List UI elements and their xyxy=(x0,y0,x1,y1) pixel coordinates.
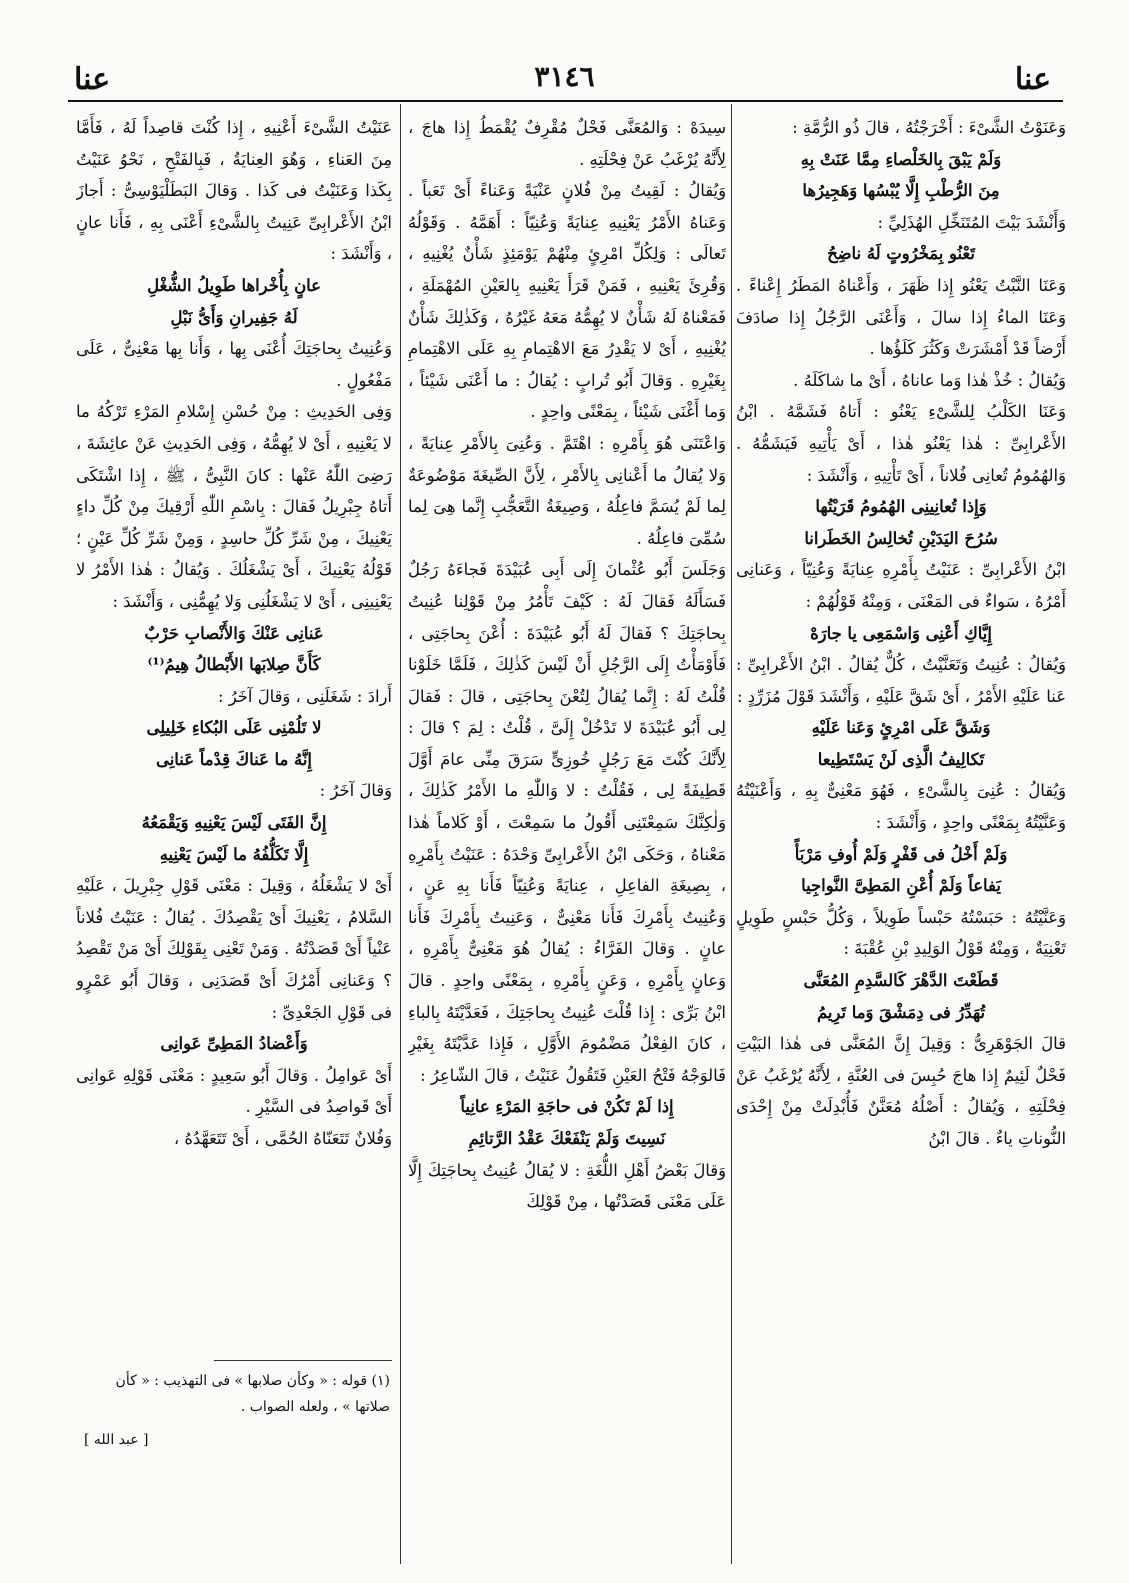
paragraph: وَعُنِيتُ بِحاجَتِكَ أُعْنَى بِها ، وَأَنا بِها مَعْنِىٌّ ، عَلَى مَفْعُولٍ . xyxy=(76,339,392,390)
verse-line: إِلَّا تَكَلُّفُهُ ما لَيْسَ يَعْنِيهِ xyxy=(159,844,309,864)
paragraph: ابْنُ الأَعْرابِىِّ : عَنَيْتُ بِأَمْرِهِ عِنايَةً وَعُنِيّاً ، وَعَنانِى أَمْرُهُ ، سَواءٌ فى المَعْنَى ، وَمِنْهُ قَوْلُهُمْ : xyxy=(736,560,1066,611)
editor-signature: [ عبد الله ] xyxy=(84,1432,149,1448)
verse-line: عَنانِى عَنْكَ وَالأَنْصابِ حَرْبٌ xyxy=(144,623,324,643)
paragraph: سِيدَهْ : وَالمُعَنَّى فَحْلٌ مُقْرِفٌ يُقْمَطُ إِذا هاجَ ، لِأَنَّهُ يُرْغَبُ عَنْ فِحْلَتِهِ . xyxy=(408,118,726,169)
paragraph: وَعَنَّيْتُهُ : حَبَسْتُهُ حَبْساً طَوِيلاً ، وَكُلُّ حَبْسٍ طَوِيلٍ تَعْنِيَةٌ ، وَمِنْهُ قَوْلُ الوَلِيدِ بْنِ عُقْبَةَ : xyxy=(736,907,1066,959)
verse-line: وَلَمْ يَبْقَ بِالخَلْصاءِ مِمَّا عَنَتْ بِهِ xyxy=(800,149,1002,169)
column-divider-right xyxy=(731,104,732,1564)
verse-line: يَفاعاً وَلَمْ أُعْنِ المَطِىَّ النَّواجِيا xyxy=(801,876,1001,896)
column-divider-left xyxy=(400,104,401,1564)
column-left xyxy=(76,112,392,1412)
verse-line: مِنَ الرُّطْبِ إِلَّا يُبْسُها وَهَجِيرُها xyxy=(802,181,1000,201)
paragraph: وَيُقالُ : عُنِيتُ وَتَعَنَّيْتُ ، كُلٌّ يُقالُ . ابْنُ الأَعْرابِىِّ : عَنا عَلَيْهِ الأَمْرُ ، أَىْ شَقَّ عَلَيْهِ ، وَأَنْشَدَ قَوْلَ مُزَرِّدٍ : xyxy=(736,655,1066,706)
paragraph: وَعَنَا النَّبْتُ يَعْنُو إِذا ظَهَرَ ، وَأَعْناهُ المَطَرُ إِعْناءً . وَعَنَا الماءُ إِذا سالَ ، وَأَعْنَى الرَّجُلُ إِذا صادَفَ أَرْضاً قَدْ أَمْشَرَتْ وَكَثُرَ كَلَؤُها . xyxy=(736,275,1066,359)
verse-line: إِيَّاكِ أَعْنِى وَاسْمَعِى يا جارَهْ xyxy=(810,623,992,643)
verse-line: تَعْنُو بِمَخْرُوتٍ لَهُ ناضِحُ xyxy=(827,244,975,264)
paragraph: وَفُلانٌ تَتَعَنّاهُ الحُمَّى ، أَىْ تَتَعَهَّدُهُ ، xyxy=(173,1129,392,1148)
paragraph: أَىْ عَوامِلُ . وَقالَ أَبُو سَعِيدٍ : مَعْنَى قَوْلِهِ عَوانِى أَىْ قَواصِدُ فى السَّيْرِ . xyxy=(76,1065,392,1117)
paragraph: قالَ الجَوْهَرِىُّ : وَقِيلَ إِنَّ المُعَنَّى فى هٰذا البَيْتِ فَحْلٌ لَئِيمٌ إِذا هاجَ حُبِسَ فى العُنَّةِ ، لِأَنَّهُ يُرْغَبُ عَنْ فِحْلَتِهِ ، وَيُقالُ : أَصْلُهُ مُعَنَّنٌ فَأُبْدِلَتْ مِنْ إِحْدَى النُّوناتِ ياءٌ . قالَ ابْنُ xyxy=(736,1034,1066,1148)
verse-line: سُرُحَ اليَدَيْنِ تُخالِسُ الخَطَرانا xyxy=(804,528,998,548)
paragraph: وَاعْتَنَى هُوَ بِأَمْرِهِ : اهْتَمَّ . وَعُنِىَ بِالأَمْرِ عِنايَةً ، وَلا يُقالُ ما أَعْنانِى بِالأَمْرِ ، لِأَنَّ الصِّيغَةَ مَوْضُوعَةٌ لِما لَمْ يُسَمَّ فاعِلُهُ ، وَصِيغَةُ التَّعَجُّبِ إِنَّما هِىَ لِما سُمِّىَ فاعِلُهُ . xyxy=(408,433,726,548)
verse-line: إِنَّ الفَتَى لَيْسَ يَعْنِيهِ وَيَقْمَعُهُ xyxy=(141,813,327,833)
paragraph: وَيُقالُ : عُنِىَ بِالشَّىْءِ ، فَهُوَ مَعْنِىٌّ بِهِ ، وَأَعْنَيْتُهُ وَعَنَّيْتُهُ بِمَعْنًى واحِدٍ ، وَأَنْشَدَ : xyxy=(736,781,1066,833)
verse-line: لا تَلُمْنِى عَلَى البُكاءِ خَلِيلِى xyxy=(146,718,322,738)
header-left-word: عنا xyxy=(74,62,111,97)
verse-line: تُهَدِّرُ فى دِمَشْقَ وَما تَرِيمُ xyxy=(816,1002,986,1022)
verse-line: قَطَعْتَ الدَّهْرَ كَالسَّدِمِ المُعَنَّى xyxy=(803,971,999,991)
paragraph: وَعَنَا الكَلْبُ لِلشَّىْءِ يَعْنُو : أَتاهُ فَشَمَّهُ . ابْنُ الأَعْرابِىِّ : هٰذا يَعْنُو هٰذا ، أَىْ يَأْتِيهِ فَيَشَمُّهُ . وَالهُمُومُ تُعانِى فُلاناً ، أَىْ تَأْتِيهِ ، وَأَنْشَدَ : xyxy=(736,402,1066,485)
verse-line: وَإِذا تُعانِينِى الهُمُومُ قَرَيْتُها xyxy=(815,497,987,517)
paragraph: أَىْ لا يَشْغَلُهُ ، وَقِيلَ : مَعْنَى قَوْلِ جِبْرِيلَ ، عَلَيْهِ السَّلامُ ، يَعْنِيكَ أَىْ يَقْصِدُكَ . يُقالُ : عَنَيْتُ فُلاناً عَنْياً أَىْ قَصَدْتُهُ . وَمَنْ تَعْنِى بِقَوْلِكَ أَىْ مَنْ تَقْصِدُ ؟ وَعَنانِى أَمْرُكَ أَىْ قَصَدَنِى ، وَقالَ أَبُو عَمْرٍو فى قَوْلِ الجَعْدِىِّ : xyxy=(76,876,392,1022)
verse-line: نَسِيتَ وَلَمْ يَنْفَعْكَ عَقْدُ الرَّتائِمِ xyxy=(468,1129,666,1148)
verse-line: إِنَّهُ ما عَناكَ قِدْماً عَنانِى xyxy=(156,749,312,769)
verse-line: إِذا لَمْ تَكُنْ فى حاجَةِ المَرْءِ عانِياً xyxy=(460,1097,674,1117)
paragraph: عَنَيْتُ الشَّىْءَ أَعْنِيهِ ، إِذا كُنْتَ قاصِداً لَهُ ، فَأَمَّا مِنَ العَناءِ ، وَهُوَ العِنايَةُ ، فَبِالفَتْحِ ، نَحْوُ عَنَيْتُ بِكَذا وَعَنَيْتُ فى كَذا . وَقالَ البَطَلْيَوْسِىُّ : أَجازَ ابْنُ الأَعْرابِىِّ عَنِيتُ بِالشَّىْءِ أَعْنَى بِهِ ، فَأَنا عانٍ ، وَأَنْشَدَ : xyxy=(76,118,392,264)
footnote: (١) قوله : « وكأن صلابها » فى التهذيب : « كأن صلاتها » ، ولعله الصواب . xyxy=(115,1373,390,1415)
paragraph: وَفِى الحَدِيثِ : مِنْ حُسْنِ إِسْلامِ المَرْءِ تَرْكُهُ ما لا يَعْنِيهِ ، أَىْ لا يُهِمُّهُ ، وَفِى الحَدِيثِ عَنْ عائِشَةَ ، رَضِىَ اللّٰهُ عَنْها : كانَ النَّبِىُّ ، ﷺ ، إِذا اشْتَكَى أَتاهُ جِبْرِيلُ فَقالَ : بِاسْمِ اللّٰهِ أَرْقِيكَ مِنْ كُلِّ داءٍ يَعْنِيكَ ، مِنْ شَرِّ كُلِّ حاسِدٍ ، وَمِنْ شَرِّ كُلِّ عَيْنٍ ؛ قَوْلُهُ يَعْنِيكَ ، أَىْ يَشْغَلُكَ . وَيُقالُ : هٰذا الأَمْرُ لا يَعْنِينِى ، أَىْ لا يَشْغَلُنِى وَلا يُهِمُّنِى ، وَأَنْشَدَ : xyxy=(76,402,392,611)
paragraph: أَرادَ : شَغَلَنِى ، وَقالَ آخَرُ : xyxy=(218,686,392,706)
page-number: ٣١٤٦ xyxy=(534,60,595,93)
paragraph: وَقالَ آخَرُ : xyxy=(319,781,392,801)
header-rule xyxy=(68,100,1063,102)
header-right-word: عنا xyxy=(1014,62,1051,97)
verse-line: وَشَقَّ عَلَى امْرِئٍ وَعَنا عَلَيْهِ xyxy=(811,718,991,738)
paragraph: وَيُقالُ : لَقِيتُ مِنْ فُلانٍ عَنْيَةً وَعَناءً أَىْ تَعَباً . وَعَناهُ الأَمْرُ يَعْنِيهِ عِنايَةً وَعُنِيّاً : أَهَمَّهُ . وَقَوْلُهُ تَعالَى : وَلِكُلِّ امْرِئٍ مِنْهُمْ يَوْمَئِذٍ شَأْنٌ يُغْنِيهِ ، وَقُرِئَ يَعْنِيهِ ، فَمَنْ قَرَأَ يَعْنِيهِ بِالعَيْنِ المُهْمَلَةِ ، فَمَعْناهُ لَهُ شَأْنٌ لا يُهِمُّهُ مَعَهُ غَيْرُهُ ، وَكَذٰلِكَ شَأْنٌ يُغْنِيهِ ، أَىْ لا يَقْدِرُ مَعَ الاهْتِمامِ بِهِ عَلَى الاهْتِمامِ بِغَيْرِهِ . وَقالَ أَبُو تُرابٍ : يُقالُ : ما أَعْنَى شَيْئاً ، وَما أَغْنَى شَيْئاً ، بِمَعْنًى واحِدٍ . xyxy=(408,181,726,422)
paragraph: وَجَلَسَ أَبُو عُثْمانَ إِلَى أَبِى عُبَيْدَةَ فَجاءَهُ رَجُلٌ فَسَأَلَهُ فَقالَ لَهُ : كَيْفَ تَأْمُرُ مِنْ قَوْلِنا عُنِيتُ بِحاجَتِكَ ؟ فَقالَ لَهُ أَبُو عُبَيْدَةَ : أُعْنَ بِحاجَتِى ، فَأَوْمَأْتُ إِلَى الرَّجُلِ أَنْ لَيْسَ كَذٰلِكَ ، فَلَمَّا خَلَوْنا قُلْتُ لَهُ : إِنَّما يُقالُ لِتُعْنَ بِحاجَتِى ، قالَ : فَقالَ لِى أَبُو عُبَيْدَةَ لا تَدْخُلْ إِلَىَّ ، قُلْتُ : لِمَ ؟ قالَ : لِأَنَّكَ كُنْتَ مَعَ رَجُلٍ خُوزِىٍّ سَرَقَ مِنِّى عامَ أَوَّلَ قَطِيفَةً لِى ، فَقُلْتُ : لا وَاللّٰهِ ما الأَمْرُ كَذٰلِكَ ، وَلٰكِنَّكَ سَمِعْتَنِى أَقُولُ ما سَمِعْتَ ، أَوْ كَلاماً هٰذا مَعْناهُ ، وَحَكَى ابْنُ الأَعْرابِىِّ وَحْدَهُ : عَنَيْتُ بِأَمْرِهِ ، بِصِيغَةِ الفاعِلِ ، عِنايَةً وَعُنِيّاً فَأَنا بِهِ عَنٍ ، وَعُنِيتُ بِأَمْرِكَ فَأَنا مَعْنِىٌّ ، وَعَنِيتُ بِأَمْرِكَ فَأَنا عانٍ . وَقالَ الفَرَّاءُ : يُقالُ هُوَ مَعْنِىٌّ بِأَمْرِهِ ، وَعانٍ بِأَمْرِهِ ، وَعَنٍ بِأَمْرِهِ ، بِمَعْنًى واحِدٍ . قالَ ابْنُ بَرِّى : إِذا قُلْتَ عُنِيتُ بِحاجَتِكَ ، فَعَدَّيْتَهُ بِالباءِ ، كانَ الفِعْلُ مَضْمُومَ الأَوَّلِ ، فَإِذا عَدَّيْتَهُ بِغَيْرِ فَالوَجْهُ فَتْحُ العَيْنِ فَتَقُولُ عَنَيْتُ ، قالَ الشّاعِرُ : xyxy=(408,560,726,1085)
verse-line: عانٍ بِأُخْراها طَوِيلُ الشُّغْلِ xyxy=(147,275,321,295)
paragraph: وَأَنْشَدَ بَيْتَ المُتَنَخِّلِ الهُذَلِيِّ : xyxy=(877,212,1066,232)
paragraph: وَيُقالُ : خُذْ هٰذا وَما عاناهُ ، أَىْ ما شاكَلَهُ . xyxy=(793,370,1066,390)
footnote-separator xyxy=(214,1360,392,1361)
verse-line: وَلَمْ أَخْلُ فى قَفْرٍ وَلَمْ أُوفِ مَرْبَأً xyxy=(794,844,1008,864)
paragraph: وَقالَ بَعْضُ أَهْلِ اللُّغَةِ : لا يُقالُ عُنِيتُ بِحاجَتِكَ إِلَّا عَلَى مَعْنَى قَصَدْتُها ، مِنْ قَوْلِكَ xyxy=(408,1160,726,1212)
column-middle xyxy=(408,112,726,1567)
verse-line: لَهُ جَفِيرانِ وَأَىُّ نَبْلِ xyxy=(170,307,298,327)
verse-line: وَأَعْضادُ المَطِىِّ عَوانِى xyxy=(160,1034,308,1054)
column-right xyxy=(736,112,1066,1567)
paragraph: وَعَنَوْتُ الشَّىْءَ : أَخْرَجْتُهُ ، قالَ ذُو الرُّمَّةِ : xyxy=(792,118,1066,137)
verse-line: تَكالِيفُ الَّذِى لَنْ يَسْتَطِيعا xyxy=(817,749,985,769)
verse-line: كَأَنَّ صِلابَها الأَبْطالُ هِيمُ⁽¹⁾ xyxy=(147,655,321,675)
